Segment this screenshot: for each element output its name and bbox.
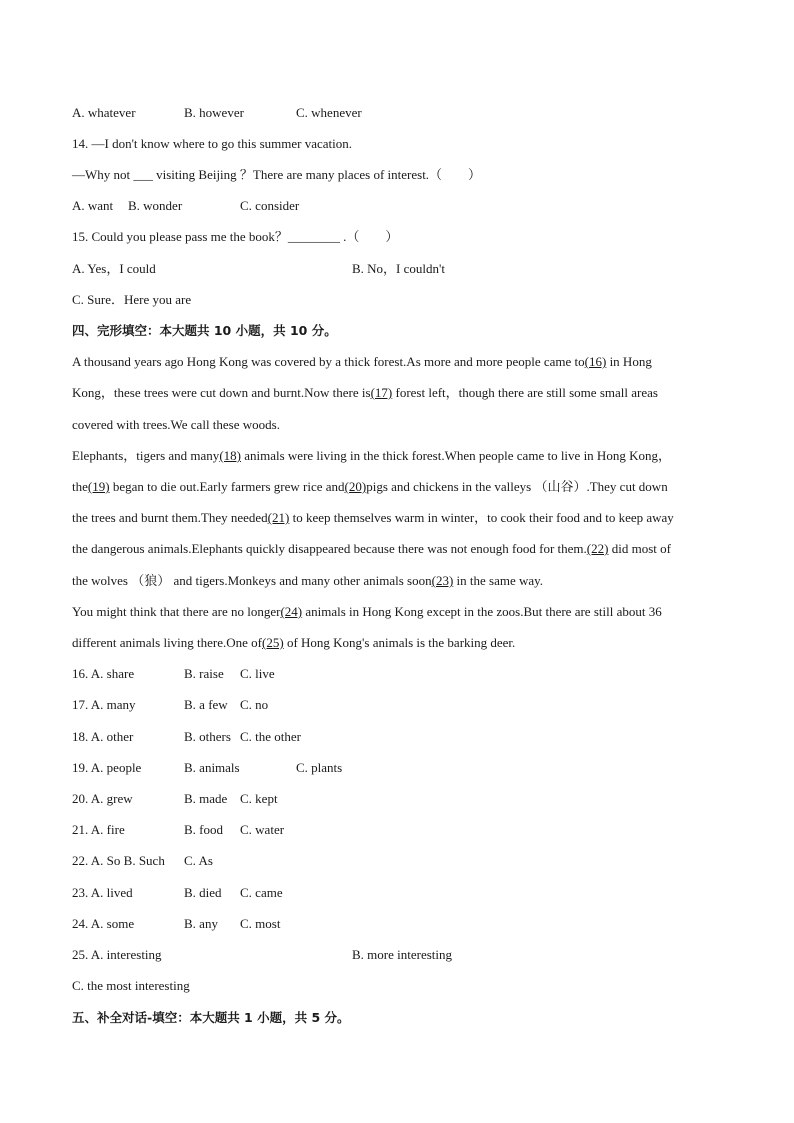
choice-c: C. no	[240, 697, 269, 712]
blank-21: (21)	[267, 510, 290, 525]
choice-a: 17. A. many	[72, 697, 136, 712]
passage-text: the	[72, 479, 88, 494]
choice-b: B. food	[184, 822, 223, 837]
choice-b: B. any	[184, 916, 218, 931]
passage-line-9	[72, 604, 662, 620]
passage-text: animals were living in the thick forest.When people came to live in Hong Kong，	[240, 448, 671, 463]
q13-option-c: C. whenever	[296, 105, 362, 120]
section-5-heading: 五、补全对话-填空：本大题共 1 小题，共 5 分。	[72, 1010, 350, 1025]
choice-c: C. water	[240, 822, 285, 837]
choice-row-25-c: C. the most interesting	[72, 978, 190, 993]
passage-text: You might think that there are no longer	[72, 604, 281, 619]
q15-blank: ________	[287, 229, 340, 244]
choice-a: 20. A. grew	[72, 791, 133, 806]
q15-tail: .（ ）	[339, 229, 399, 244]
passage-line-10	[72, 635, 515, 651]
passage-text: the wolves （狼） and tigers.Monkeys and many other animals soon	[72, 573, 432, 588]
q14-option-c: C. consider	[240, 198, 300, 213]
passage-text: to keep themselves warm in winter，to cook their food and to keep away	[289, 510, 674, 525]
q14-option-b: B. wonder	[128, 198, 183, 213]
passage-line-4	[72, 448, 671, 464]
passage-text: the trees and burnt them.They needed	[72, 510, 268, 525]
passage-line-6	[72, 510, 674, 526]
q15-option-a: A. Yes，I could	[72, 261, 156, 276]
q14-reply-pre: —Why not	[72, 167, 134, 182]
choice-c: C. the other	[240, 729, 302, 744]
blank-16: (16)	[584, 354, 607, 369]
choice-a: 16. A. share	[72, 666, 135, 681]
choice-b: B. others	[184, 729, 231, 744]
passage-line-2	[72, 385, 658, 401]
choice-c: C. As	[184, 853, 213, 868]
choice-b: B. animals	[184, 760, 240, 775]
q14-blank: ___	[133, 167, 153, 182]
blank-20: (20)	[344, 479, 367, 494]
passage-text: the dangerous animals.Elephants quickly disappeared because there was not enough food for them.	[72, 541, 587, 556]
passage-text: began to die out.Early farmers grew rice and	[109, 479, 345, 494]
choice-b: B. a few	[184, 697, 228, 712]
passage-text: did most of	[608, 541, 671, 556]
choice-a: 23. A. lived	[72, 885, 133, 900]
choice-a: 24. A. some	[72, 916, 135, 931]
blank-19: (19)	[87, 479, 110, 494]
passage-text: A thousand years ago Hong Kong was covered by a thick forest.As more and more people came to	[72, 354, 585, 369]
passage-text: pigs and chickens in the valleys （山谷）.They cut down	[366, 479, 668, 494]
passage-text: forest left，though there are still some small areas	[392, 385, 658, 400]
choice-c: C. live	[240, 666, 275, 681]
passage-line-1	[72, 354, 652, 370]
choice-b: B. more interesting	[352, 947, 453, 962]
choice-c: C. came	[240, 885, 283, 900]
blank-25: (25)	[262, 635, 284, 650]
passage-text: in Hong	[606, 354, 652, 369]
choice-a: 21. A. fire	[72, 822, 125, 837]
passage-text: in the same way.	[453, 573, 544, 588]
passage-line-5	[72, 479, 668, 495]
blank-24: (24)	[280, 604, 303, 619]
choice-c: C. kept	[240, 791, 278, 806]
passage-line-3: covered with trees.We call these woods.	[72, 417, 280, 432]
choice-a: 18. A. other	[72, 729, 134, 744]
q14-option-a: A. want	[72, 198, 114, 213]
q13-option-a: A. whatever	[72, 105, 136, 120]
q14-reply-post: visiting Beijing ？There are many places of interest.（ ）	[152, 167, 482, 182]
q15-text: 15. Could you please pass me the book？	[72, 229, 288, 244]
passage-text: of Hong Kong's animals is the barking deer.	[283, 635, 516, 650]
q13-option-b: B. however	[184, 105, 244, 120]
choice-c: C. most	[240, 916, 281, 931]
blank-23: (23)	[431, 573, 454, 588]
choice-a: 19. A. people	[72, 760, 142, 775]
section-4-heading: 四、完形填空：本大题共 10 小题，共 10 分。	[72, 323, 337, 338]
blank-22: (22)	[586, 541, 609, 556]
passage-text: animals in Hong Kong except in the zoos.But there are still about 36	[302, 604, 662, 619]
blank-17: (17)	[370, 385, 393, 400]
passage-line-7	[72, 541, 671, 557]
q15-option-b: B. No，I couldn't	[352, 261, 445, 276]
q14-reply	[72, 167, 481, 183]
blank-18: (18)	[219, 448, 241, 463]
choice-b: B. died	[184, 885, 222, 900]
choice-b: B. made	[184, 791, 228, 806]
q14-stem: 14. —I don't know where to go this summer vacation.	[72, 136, 352, 151]
q15-option-c: C. Sure．Here you are	[72, 292, 192, 307]
passage-text: Kong，these trees were cut down and burnt.Now there is	[72, 385, 371, 400]
passage-text: different animals living there.One of	[72, 635, 263, 650]
q15-stem	[72, 229, 398, 245]
passage-text: Elephants，tigers and many	[72, 448, 220, 463]
choice-a: 25. A. interesting	[72, 947, 162, 962]
passage-line-8	[72, 573, 543, 589]
choice-c: C. plants	[296, 760, 343, 775]
choice-a: 22. A. So B. Such	[72, 853, 165, 868]
choice-b: B. raise	[184, 666, 224, 681]
